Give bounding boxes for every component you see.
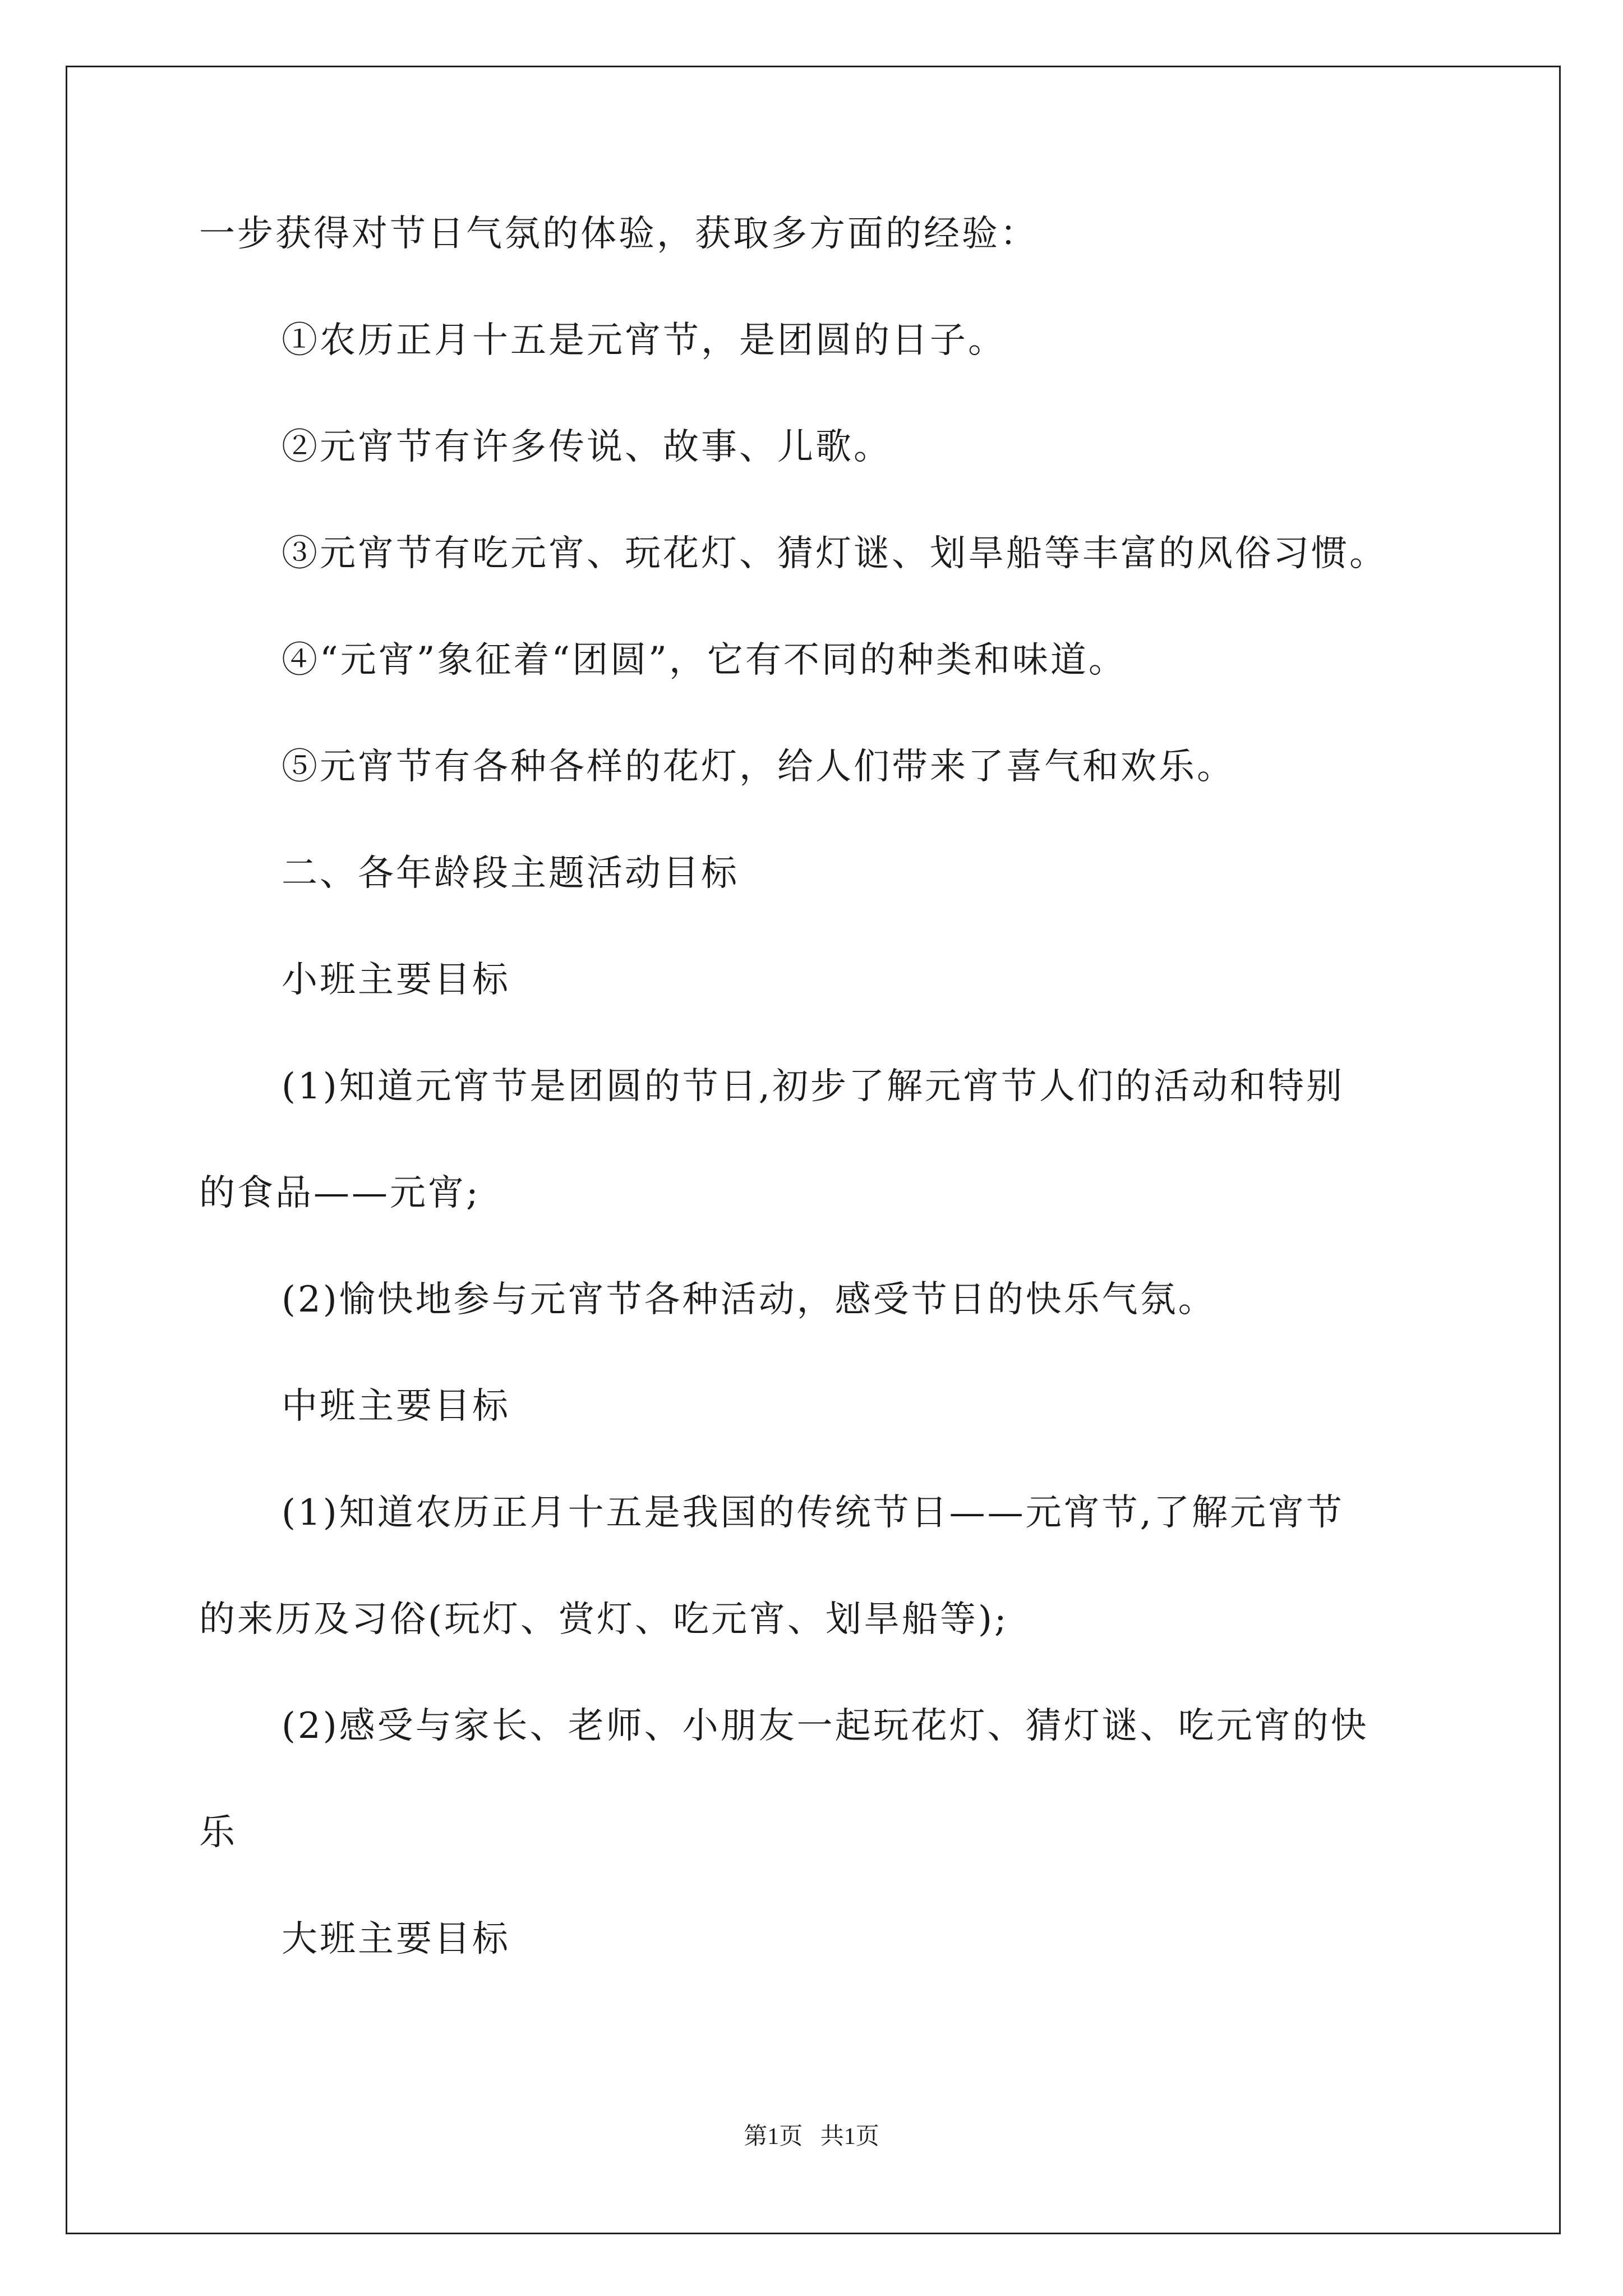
subheading-large-class: 大班主要目标 <box>282 1918 510 1960</box>
paragraph-line: (2)感受与家长、老师、小朋友一起玩花灯、猜灯谜、吃元宵的快 <box>282 1705 1369 1747</box>
page-number: 第1页 共1页 <box>744 2124 879 2150</box>
section-heading: 二、各年龄段主题活动目标 <box>282 853 739 894</box>
paragraph-line: 的来历及习俗(玩灯、赏灯、吃元宵、划旱船等); <box>199 1599 1009 1640</box>
paragraph-line: 乐 <box>199 1812 237 1853</box>
list-item-4: ④“元宵”象征着“团圆”，它有不同的种类和味道。 <box>282 639 1127 681</box>
subheading-small-class: 小班主要目标 <box>282 959 510 1001</box>
paragraph-line: (1)知道元宵节是团圆的节日,初步了解元宵节人们的活动和特别 <box>282 1066 1344 1107</box>
paragraph-line: (2)愉快地参与元宵节各种活动，感受节日的快乐气氛。 <box>282 1279 1216 1320</box>
paragraph-line: (1)知道农历正月十五是我国的传统节日——元宵节,了解元宵节 <box>282 1492 1344 1534</box>
paragraph-line: 的食品——元宵; <box>199 1172 481 1214</box>
list-item-1: ①农历正月十五是元宵节，是团圆的日子。 <box>282 320 1006 361</box>
list-item-5: ⑤元宵节有各种各样的花灯，给人们带来了喜气和欢乐。 <box>282 746 1235 788</box>
list-item-2: ②元宵节有许多传说、故事、儿歌。 <box>282 426 892 468</box>
list-item-3: ③元宵节有吃元宵、玩花灯、猜灯谜、划旱船等丰富的风俗习惯。 <box>282 533 1387 574</box>
paragraph-line: 一步获得对节日气氛的体验，获取多方面的经验： <box>199 213 1038 255</box>
page-border <box>66 66 1561 2234</box>
subheading-middle-class: 中班主要目标 <box>282 1386 510 1427</box>
